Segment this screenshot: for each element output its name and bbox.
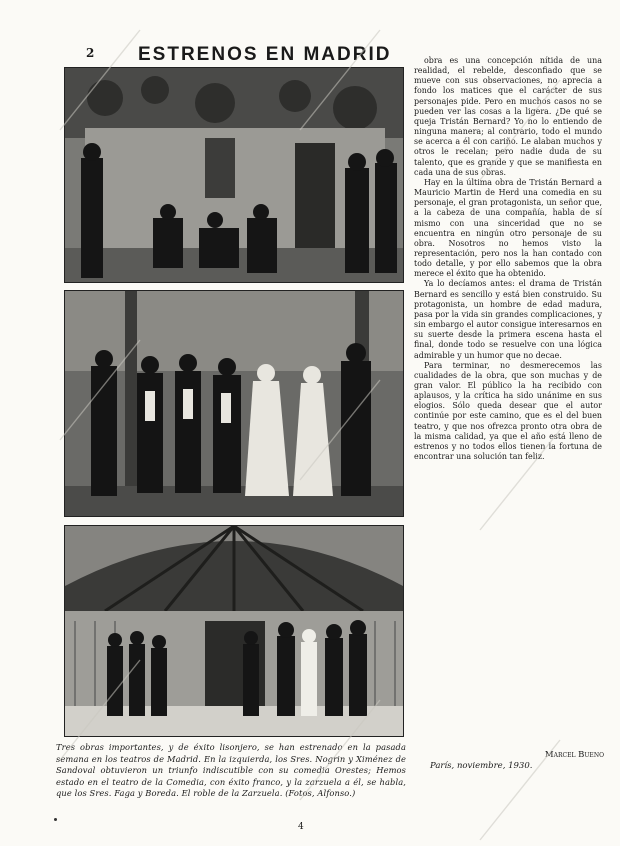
stage-photo-zarzuela-image xyxy=(65,526,403,736)
page-mark xyxy=(54,818,57,821)
stage-photo-orestes-image xyxy=(65,68,403,282)
stage-photo-orestes xyxy=(64,67,404,283)
stage-photo-comedia-image xyxy=(65,291,403,516)
article-paragraph: obra es una concepción nítida de una realidad, el rebelde, desconfiado que se mueve con sus observaciones, no aprecia a fondo los matices que el carácter de sus personajes pide. Pero en muchos casos no se pueden ver las cosas a la ligera. ¿De qué se queja Tristán Bernard? Yo no lo entiendo de ninguna manera; al contrario, todo el mundo se acerca a él con cariño. Le alaban muchos y otros le recelan; pero nadie duda de su talento, que es grande y que se manifiesta en cada una de sus obras. xyxy=(414,56,602,177)
stage-photo-zarzuela xyxy=(64,525,404,737)
photo-caption: Tres obras importantes, y de éxito lisonjero, se han estrenado en la pasada semana en los teatros de Madrid. En la izquierda, los Sres. Nogrin y Ximénez de Sandoval obtuvieron un triunfo indiscutible con su comedia Orestes; Hemos estado en el teatro de la Comedia, con éxito franco, y la zarzuela a él, se habla, que los Sres. Faga y Boreda. El roble de la Zarzuela. (Fotos, Alfonso.) xyxy=(56,742,406,798)
headline: ESTRENOS EN MADRID xyxy=(138,44,392,65)
page-folio: 4 xyxy=(298,822,304,832)
article-paragraph: Hay en la última obra de Tristán Bernard a Mauricio Martin de Herd una comedia en su personaje, el gran protagonista, un señor que, a la cabeza de una compañía, habla de sí mismo con una sinceridad que no se encuentra en ningún otro personaje de su obra. Nosotros no hemos visto la representación, pero nos la han contado con todo detalle, y por ello sabemos que la obra merece el éxito que ha obtenido. xyxy=(414,177,602,279)
page-number: 2 xyxy=(86,46,95,60)
article-dateline: París, noviembre, 1930. xyxy=(430,761,533,771)
article-paragraph: Para terminar, no desmerecemos las cualidades de la obra, que son muchas y de gran valor. El público la ha recibido con aplausos, y la crítica ha sido unánime en sus elogios. Sólo queda desear que el autor continúe por este camino, que es el del buen teatro, y que nos ofrezca pronto otra obra de la misma calidad, ya que el año está lleno de estrenos y no todos ellos tienen la fortuna de encontrar una solución tan feliz. xyxy=(414,360,602,462)
article-body xyxy=(414,56,602,736)
article-paragraph: Ya lo decíamos antes: el drama de Tristán Bernard es sencillo y está bien construido. Su protagonista, un hombre de edad madura, pasa por la vida sin grandes complicaciones, y sin embargo el autor consigue interesarnos en su suerte desde la primera escena hasta el final, donde todo se resuelve con una lógica admirable y un humor que no decae. xyxy=(414,279,602,360)
article-signature: Marcel Bueno xyxy=(544,750,604,760)
stage-photo-comedia xyxy=(64,290,404,517)
